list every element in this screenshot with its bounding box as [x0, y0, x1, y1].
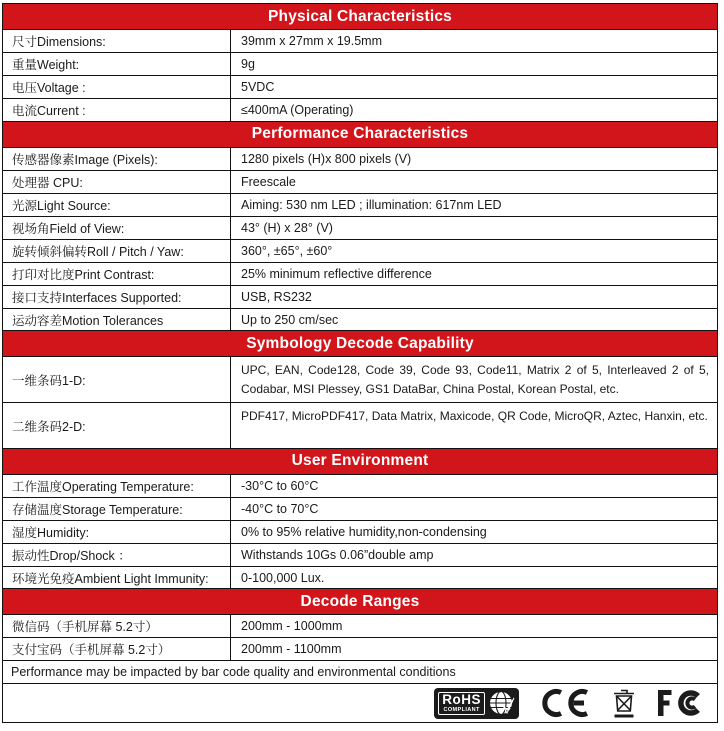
spec-label: 微信码（手机屏幕 5.2寸）	[3, 615, 231, 637]
spec-value: 0-100,000 Lux.	[241, 570, 325, 585]
spec-label: 打印对比度Print Contrast:	[3, 263, 231, 285]
spec-label: 二维条码2-D:	[3, 403, 231, 448]
spec-label: 传感器像素Image (Pixels):	[3, 148, 231, 170]
spec-row	[2, 286, 718, 309]
spec-value: 360°, ±65°, ±60°	[241, 243, 333, 258]
spec-row	[2, 309, 718, 332]
rohs-logo	[434, 688, 519, 719]
spec-label: 光源Light Source:	[3, 194, 231, 216]
spec-row	[2, 638, 718, 661]
spec-row	[2, 567, 718, 590]
section-title: Symbology Decode Capability	[246, 334, 474, 352]
spec-row	[2, 357, 718, 403]
rohs-subtitle: COMPLIANT	[443, 706, 480, 713]
spec-row	[2, 615, 718, 638]
spec-label: 支付宝码（手机屏幕 5.2寸）	[3, 638, 231, 660]
spec-label: 一维条码1-D:	[3, 357, 231, 402]
spec-label: 旋转倾斜偏转Roll / Pitch / Yaw:	[3, 240, 231, 262]
spec-row	[2, 475, 718, 498]
spec-row	[2, 217, 718, 240]
section-title: User Environment	[291, 452, 429, 469]
spec-label: 振动性Drop/Shock ：	[3, 544, 231, 566]
spec-row	[2, 99, 718, 122]
section-title: Performance Characteristics	[251, 125, 469, 142]
spec-label: 尺寸Dimensions:	[3, 30, 231, 52]
weee-bin-icon	[611, 687, 637, 719]
section-header-performance	[2, 121, 718, 148]
rohs-title: RoHS	[442, 691, 481, 707]
spec-value: 200mm - 1100mm	[241, 642, 342, 656]
spec-label: 接口支持Interfaces Supported:	[3, 286, 231, 308]
section-header-environment	[2, 448, 718, 475]
section-title: Decode Ranges	[300, 592, 420, 610]
section-header-decode-ranges	[2, 588, 718, 615]
spec-value: -30°C to 60°C	[241, 478, 319, 493]
spec-label: 工作温度Operating Temperature:	[3, 475, 231, 497]
spec-label: 湿度Humidity:	[3, 521, 231, 543]
certification-logos-row	[2, 684, 718, 723]
spec-label: 处理器 CPU:	[3, 171, 231, 193]
spec-row	[2, 148, 718, 171]
spec-row	[2, 194, 718, 217]
spec-row	[2, 240, 718, 263]
spec-value: 1280 pixels (H)x 800 pixels (V)	[241, 151, 412, 166]
spec-table	[2, 3, 718, 723]
spec-value: USB, RS232	[241, 289, 312, 304]
spec-value: 9g	[241, 57, 255, 71]
spec-row	[2, 403, 718, 449]
spec-label: 电流Current :	[3, 99, 231, 121]
ce-mark-icon	[539, 688, 591, 718]
spec-row	[2, 76, 718, 99]
spec-value: Withstands 10Gs 0.06”double amp	[241, 547, 434, 562]
footer-note-row	[2, 661, 718, 684]
section-header-symbology	[2, 330, 718, 357]
spec-row	[2, 544, 718, 567]
spec-value: 0% to 95% relative humidity,non-condensing	[241, 524, 487, 539]
spec-value: ≤400mA (Operating)	[241, 103, 354, 117]
spec-value: 5VDC	[241, 80, 275, 94]
spec-value: Freescale	[241, 174, 296, 189]
spec-value: 39mm x 27mm x 19.5mm	[241, 34, 383, 48]
spec-label: 视场角Field of View:	[3, 217, 231, 239]
spec-label: 运动容差Motion Tolerances	[3, 309, 231, 331]
spec-value: Up to 250 cm/sec	[241, 312, 339, 327]
spec-label: 重量Weight:	[3, 53, 231, 75]
spec-row	[2, 498, 718, 521]
spec-label: 电压Voltage :	[3, 76, 231, 98]
fcc-logo	[657, 688, 703, 718]
spec-label: 存储温度Storage Temperature:	[3, 498, 231, 520]
globe-check-icon	[488, 690, 515, 717]
spec-value: UPC, EAN, Code128, Code 39, Code 93, Code11, Matrix 2 of 5, Interleaved 2 of 5, Codabar, MSI Plessey, GS1 DataBar, China Postal, Korean Postal, etc.	[241, 363, 709, 396]
section-title: Physical Characteristics	[267, 7, 452, 25]
spec-value: 25% minimum reflective difference	[241, 266, 432, 281]
footer-note: Performance may be impacted by bar code quality and environmental conditions	[11, 665, 456, 679]
spec-value: Aiming: 530 nm LED ; illumination: 617nm LED	[241, 197, 502, 212]
spec-value: 43° (H) x 28° (V)	[241, 220, 333, 235]
spec-value: 200mm - 1000mm	[241, 619, 343, 633]
spec-row	[2, 53, 718, 76]
spec-row	[2, 263, 718, 286]
spec-row	[2, 171, 718, 194]
section-header-physical	[2, 3, 718, 30]
spec-row	[2, 521, 718, 544]
spec-row	[2, 30, 718, 53]
spec-value: -40°C to 70°C	[241, 501, 319, 516]
spec-value: PDF417, MicroPDF417, Data Matrix, Maxicode, QR Code, MicroQR, Aztec, Hanxin, etc.	[241, 409, 708, 423]
spec-label: 环境光免疫Ambient Light Immunity:	[3, 567, 231, 589]
rohs-text-box	[438, 692, 485, 715]
